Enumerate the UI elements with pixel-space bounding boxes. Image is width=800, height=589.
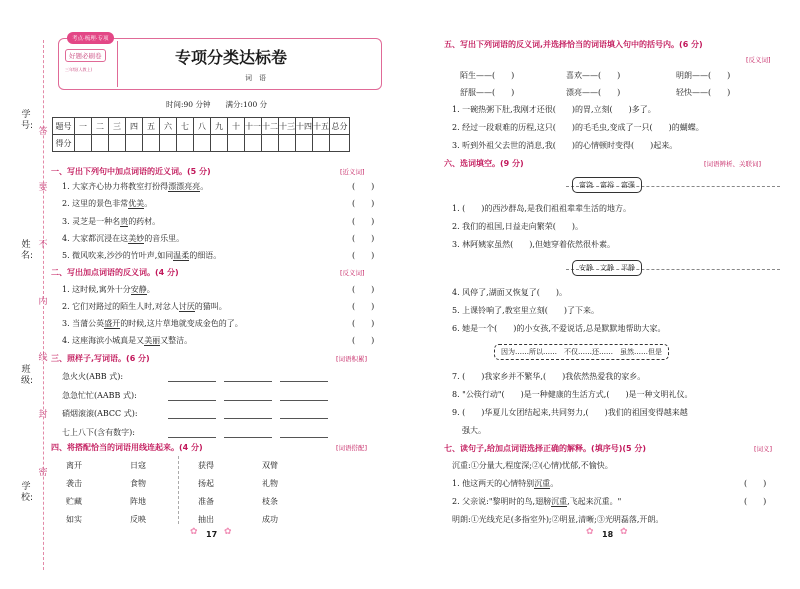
answer-paren[interactable]: ( ) [352, 302, 375, 311]
q-number: 十 [228, 118, 245, 135]
section-6-badge: [词语辨析、关联词] [704, 160, 762, 168]
time-score-line: 时间:90 分钟 满分:100 分 [166, 100, 268, 109]
s7-item-2: 2. 父亲说:"黎明时的鸟,翅膀沉重,飞起来沉重。" [452, 497, 622, 506]
q-number: 十二 [262, 118, 279, 135]
s3-blanks-3[interactable] [168, 408, 328, 419]
s6-item-2: 2. 我们的祖国,日益走向繁荣( )。 [452, 222, 583, 231]
match-word[interactable]: 日寇 [130, 461, 146, 470]
q-number: 二 [92, 118, 109, 135]
page-subtitle: 词 语 [245, 74, 266, 82]
s2-item-4: 4. 这座海滨小城真是又美丽又整洁。 [62, 336, 193, 345]
match-word[interactable]: 获得 [198, 461, 214, 470]
q-number: 四 [126, 118, 143, 135]
s3-blanks-1[interactable] [168, 371, 328, 382]
score-cell[interactable] [313, 135, 330, 152]
q-number: 三 [109, 118, 126, 135]
section-2-badge: [反义词] [340, 269, 365, 277]
s6-item-3: 3. 林阿姨家虽然( ),但她穿着依然很朴素。 [452, 240, 615, 249]
score-cell[interactable] [109, 135, 126, 152]
palm-icon: ✿ [586, 527, 594, 537]
s3-item-4: 七上八下(含有数字): [62, 428, 135, 437]
tag-grade: 三年级(人教上) [65, 67, 93, 72]
answer-paren[interactable]: ( ) [744, 497, 767, 506]
antonym-pair[interactable]: 漂亮——( ) [566, 88, 621, 97]
s6-item-9-tail: 强大。 [462, 426, 486, 435]
s2-item-3: 3. 当蒲公英盛开的时候,这片草地就变成金色的了。 [62, 319, 243, 328]
match-word[interactable]: 食物 [130, 479, 146, 488]
s5-sentence-3: 3. 听到外祖父去世的消息,我( )的心情顿时变得( )起来。 [452, 141, 678, 150]
section-5-badge: [反义词] [746, 56, 771, 64]
match-word[interactable]: 扬起 [198, 479, 214, 488]
tag-brand: 好题必刷卷 [65, 49, 106, 62]
answer-paren[interactable]: ( ) [352, 199, 375, 208]
answer-paren[interactable]: ( ) [352, 234, 375, 243]
answer-paren[interactable]: ( ) [352, 251, 375, 260]
s6-item-6: 6. 她是一个( )的小女孩,不爱说话,总是默默地帮助大家。 [452, 324, 666, 333]
right-page [400, 0, 800, 589]
q-number: 七 [177, 118, 194, 135]
answer-paren[interactable]: ( ) [352, 285, 375, 294]
score-cell-total[interactable] [330, 135, 350, 152]
side-label-name: 姓名: [21, 240, 34, 261]
s3-item-1: 急火火(ABB 式): [62, 372, 124, 381]
page-number: 18 [602, 530, 614, 539]
s6-item-9: 9. ( )华夏儿女团结起来,共同努力,( )我们的祖国变得越来越 [452, 408, 688, 417]
match-column-separator [178, 456, 179, 524]
s3-blanks-4[interactable] [168, 427, 328, 438]
score-cell[interactable] [92, 135, 109, 152]
q-number: 五 [143, 118, 160, 135]
score-cell[interactable] [75, 135, 92, 152]
header-divider [117, 41, 118, 87]
match-word[interactable]: 礼物 [262, 479, 278, 488]
section-1-badge: [近义词] [340, 168, 365, 176]
section-5-title: 五、写出下列词语的反义词,并选择恰当的词语填入句中的括号内。(6 分) [444, 40, 703, 49]
answer-paren[interactable]: ( ) [352, 319, 375, 328]
s3-item-3: 硝烟滚滚(ABCC 式): [62, 409, 138, 418]
word-box-1: 富饶 富裕 富强 [572, 177, 642, 193]
s6-item-5: 5. 上课铃响了,教室里立刻( )了下来。 [452, 306, 599, 315]
match-word[interactable]: 枝条 [262, 497, 278, 506]
side-hint: 线 [38, 353, 48, 363]
s1-item-2: 2. 这里的景色非常优美。 [62, 199, 153, 208]
section-2-title: 二、写出加点词语的反义词。(4 分) [51, 268, 179, 277]
match-word[interactable]: 准备 [198, 497, 214, 506]
q-number: 十五 [313, 118, 330, 135]
side-hint: 封 [38, 410, 48, 420]
score-cell[interactable] [126, 135, 143, 152]
side-hint: 要 [38, 183, 48, 193]
match-word[interactable]: 袭击 [66, 479, 82, 488]
answer-paren[interactable]: ( ) [352, 336, 375, 345]
s6-item-1: 1. ( )的西沙群岛,是我们祖祖辈辈生活的地方。 [452, 204, 631, 213]
score-row-label: 得分 [53, 135, 75, 152]
s2-item-1: 1. 这时候,寓外十分安静。 [62, 285, 155, 294]
answer-paren[interactable]: ( ) [744, 479, 767, 488]
q-number: 一 [75, 118, 92, 135]
antonym-pair[interactable]: 明朗——( ) [676, 71, 731, 80]
score-cell[interactable] [279, 135, 296, 152]
section-7-title: 七、读句子,给加点词语选择正确的解释。(填序号)(5 分) [444, 444, 647, 453]
s7-definition-1: 沉重:①分量大,程度深;②(心情)忧郁,不愉快。 [452, 461, 613, 470]
section-6-title: 六、选词填空。(9 分) [444, 159, 524, 168]
score-cell[interactable] [160, 135, 177, 152]
q-number: 十三 [279, 118, 296, 135]
s1-item-3: 3. 灵芝是一种名贵的药材。 [62, 217, 161, 226]
side-label-school: 学校: [21, 482, 34, 503]
match-word[interactable]: 阵地 [130, 497, 146, 506]
section-3-title: 三、照样子,写词语。(6 分) [51, 354, 150, 363]
match-word[interactable]: 成功 [262, 515, 278, 524]
s1-item-1: 1. 大家齐心协力将教室打扮得漂漂亮亮。 [62, 182, 209, 191]
match-word[interactable]: 贮藏 [66, 497, 82, 506]
s1-item-5: 5. 微风吹来,沙沙的竹叶声,如同温柔的细语。 [62, 251, 222, 260]
q-number: 十四 [296, 118, 313, 135]
s6-item-7: 7. ( )我家乡并不繁华,( )我依然热爱我的家乡。 [452, 372, 646, 381]
tag-topic: 考点·梳理·专项 [67, 32, 114, 44]
title-header [58, 38, 382, 90]
s6-item-4: 4. 风停了,湖面又恢复了( )。 [452, 288, 567, 297]
q-number: 八 [194, 118, 211, 135]
score-cell[interactable] [262, 135, 279, 152]
s7-item-1: 1. 他这两天的心情特别沉重。 [452, 479, 559, 488]
q-number-total: 总分 [330, 118, 350, 135]
q-number: 六 [160, 118, 177, 135]
section-1-title: 一、写出下列句中加点词语的近义词。(5 分) [51, 167, 211, 176]
section-3-badge: [词语积累] [336, 355, 368, 363]
s7-definition-2: 明朗:①光线充足(多指室外);②明显,清晰;③光明磊落,开朗。 [452, 515, 664, 524]
score-cell[interactable] [194, 135, 211, 152]
antonym-pair[interactable]: 舒服——( ) [460, 88, 515, 97]
palm-icon: ✿ [190, 527, 198, 537]
side-hint: 答 [38, 127, 48, 137]
side-hint: 密 [38, 468, 48, 478]
section-7-badge: [词义] [754, 445, 773, 453]
match-word[interactable]: 如实 [66, 515, 82, 524]
score-header: 题号 [53, 118, 75, 135]
side-hint: 内 [38, 297, 48, 307]
s3-blanks-2[interactable] [168, 390, 328, 401]
s5-sentence-2: 2. 经过一段艰难的历程,这只( )的毛毛虫,变成了一只( )的蝴蝶。 [452, 123, 704, 132]
section-4-badge: [词语搭配] [336, 444, 368, 452]
side-hint: 不 [38, 240, 48, 250]
word-box-2: 安静 文静 平静 [572, 260, 642, 276]
match-word[interactable]: 离开 [66, 461, 82, 470]
score-cell[interactable] [211, 135, 228, 152]
score-cell[interactable] [245, 135, 262, 152]
antonym-pair[interactable]: 轻快——( ) [676, 88, 731, 97]
s2-item-2: 2. 它们对路过的陌生人时,对忿人讨厌的猫叫。 [62, 302, 227, 311]
s5-sentence-1: 1. 一碗热粥下肚,我刚才还很( )的胃,立刻( )多了。 [452, 105, 656, 114]
side-label-student-id: 学号: [21, 110, 34, 131]
word-box-3: 因为……所以…… 不仅……还…… 虽然……但是 [494, 344, 669, 360]
score-cell[interactable] [296, 135, 313, 152]
match-word[interactable]: 反映 [130, 515, 146, 524]
score-cell[interactable] [143, 135, 160, 152]
s1-item-4: 4. 大家都沉浸在这美妙的音乐里。 [62, 234, 185, 243]
antonym-pair[interactable]: 陌生——( ) [460, 71, 515, 80]
page-title: 专项分类达标卷 [175, 48, 288, 67]
side-label-class: 班级: [21, 365, 34, 386]
q-number: 十一 [245, 118, 262, 135]
section-4-title: 四、将搭配恰当的词语用线连起来。(4 分) [51, 443, 203, 452]
score-cell[interactable] [228, 135, 245, 152]
s3-item-2: 急急忙忙(AABB 式): [62, 391, 137, 400]
score-table [52, 117, 350, 152]
match-word[interactable]: 双臂 [262, 461, 278, 470]
antonym-pair[interactable]: 喜欢——( ) [566, 71, 621, 80]
page-number: 17 [206, 530, 218, 539]
palm-icon: ✿ [224, 527, 232, 537]
match-word[interactable]: 抽出 [198, 515, 214, 524]
q-number: 九 [211, 118, 228, 135]
s6-item-8: 8. "公筷行动"( )是一种健康的生活方式,( )是一种文明礼仪。 [452, 390, 693, 399]
score-cell[interactable] [177, 135, 194, 152]
answer-paren[interactable]: ( ) [352, 182, 375, 191]
palm-icon: ✿ [620, 527, 628, 537]
answer-paren[interactable]: ( ) [352, 217, 375, 226]
